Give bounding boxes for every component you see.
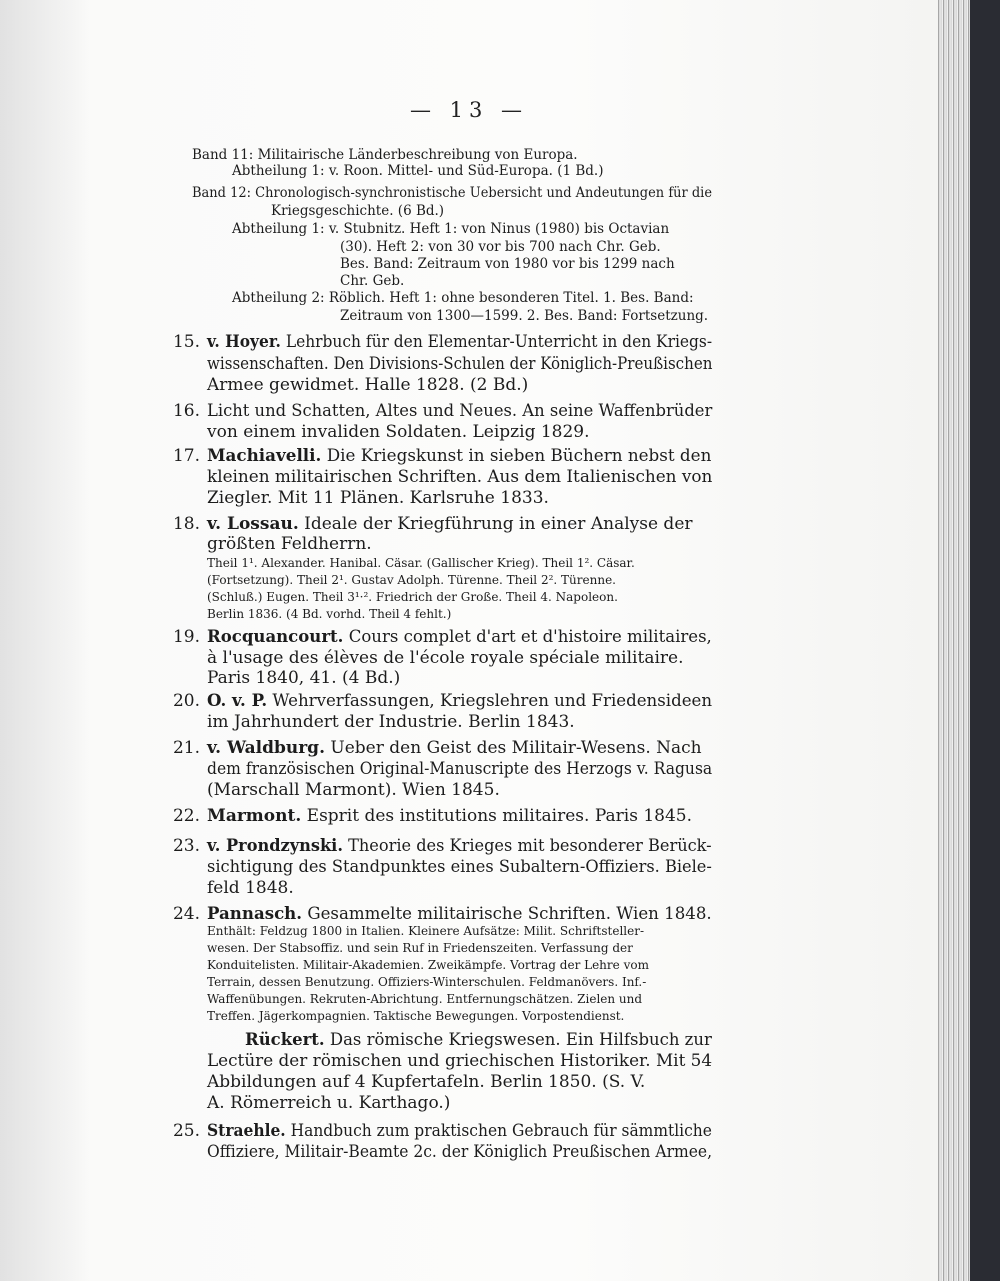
entry-author: O. v. P. [207, 691, 268, 711]
entry-note: Terrain, dessen Benutzung. Offiziers-Winterschulen. Feldmanövers. Inf.- [207, 975, 647, 989]
intro-line: Band 12: Chronologisch-synchronistische Uebersicht und Andeutungen für die [192, 185, 713, 201]
intro-line: Chr. Geb. [340, 273, 405, 289]
entry-note: Theil 1¹. Alexander. Hanibal. Cäsar. (Gallischer Krieg). Theil 1². Cäsar. [207, 556, 635, 570]
intro-line: Kriegsgeschichte. (6 Bd.) [271, 203, 445, 219]
entry-line: feld 1848. [207, 878, 294, 898]
intro-line: (30). Heft 2: von 30 vor bis 700 nach Chr. Geb. [340, 239, 661, 255]
entry-note: Enthält: Feldzug 1800 in Italien. Kleinere Aufsätze: Milit. Schriftsteller- [207, 924, 645, 938]
book-cover [970, 0, 1000, 1281]
entry-line: (Marschall Marmont). Wien 1845. [207, 780, 500, 800]
entry-author: Rocquancourt. [207, 627, 344, 647]
page-gutter-shadow [0, 0, 90, 1281]
entry-text: Gesammelte militairische Schriften. Wien 1848. [307, 904, 712, 924]
entry-text: Wehrverfassungen, Kriegslehren und Friedensideen [272, 691, 713, 711]
entry-author: Marmont. [207, 806, 302, 826]
entry-line: im Jahrhundert der Industrie. Berlin 1843. [207, 712, 575, 732]
entry-line: Armee gewidmet. Halle 1828. (2 Bd.) [207, 375, 529, 395]
intro-line: Zeitraum von 1300—1599. 2. Bes. Band: Fortsetzung. [340, 308, 709, 324]
entry-number: 25. [172, 1121, 200, 1141]
entry-line: dem französischen Original-Manuscripte des Herzogs v. Ragusa [207, 759, 713, 779]
entry-note: (Schluß.) Eugen. Theil 3¹·². Friedrich der Große. Theil 4. Napoleon. [207, 590, 618, 604]
entry-author: v. Waldburg. [207, 738, 325, 758]
entry-line: sichtigung des Standpunktes eines Subaltern-Offiziers. Biele- [207, 857, 712, 877]
entry-line: größten Feldherrn. [207, 534, 372, 554]
intro-line: Abtheilung 1: v. Roon. Mittel- und Süd-Europa. (1 Bd.) [232, 163, 604, 179]
entry-line: von einem invaliden Soldaten. Leipzig 1829. [207, 422, 590, 442]
entry-author: Pannasch. [207, 904, 303, 924]
entry-line: kleinen militairischen Schriften. Aus dem Italienischen von [207, 467, 713, 487]
entry-author: v. Lossau. [207, 514, 299, 534]
entry-number: 21. [172, 738, 200, 758]
entry-number: 17. [172, 446, 200, 466]
page-number: — 13 — [409, 98, 529, 122]
entry-line: A. Römerreich u. Karthago.) [207, 1093, 451, 1113]
entry-text: Theorie des Krieges mit besonderer Berück- [348, 836, 712, 856]
entry-author: Rückert. [245, 1030, 325, 1050]
entry-number: 19. [172, 627, 200, 647]
entry-number: 22. [172, 806, 200, 826]
entry-number: 20. [172, 691, 200, 711]
entry-author: Straehle. [207, 1121, 286, 1141]
entry-line [207, 514, 693, 534]
intro-line: Bes. Band: Zeitraum von 1980 vor bis 1299 nach [340, 256, 675, 272]
entry-note: (Fortsetzung). Theil 2¹. Gustav Adolph. Türenne. Theil 2². Türenne. [207, 573, 616, 587]
entry-text: Esprit des institutions militaires. Paris 1845. [306, 806, 693, 826]
page-edges [938, 0, 970, 1281]
entry-text: Die Kriegskunst in sieben Büchern nebst den [326, 446, 712, 466]
entry-line: Ziegler. Mit 11 Plänen. Karlsruhe 1833. [207, 488, 549, 508]
entry-line [207, 904, 712, 924]
entry-line [245, 1030, 712, 1050]
entry-number: 23. [172, 836, 200, 856]
entry-author: v. Prondzynski. [207, 836, 343, 856]
entry-text: Das römische Kriegswesen. Ein Hilfsbuch zur [329, 1030, 712, 1050]
entry-note: Berlin 1836. (4 Bd. vorhd. Theil 4 fehlt.) [207, 607, 452, 621]
entry-line: Paris 1840, 41. (4 Bd.) [207, 668, 401, 688]
entry-number: 24. [172, 904, 200, 924]
entry-text: Lehrbuch für den Elementar-Unterricht in den Kriegs- [285, 332, 713, 352]
entry-text: Ueber den Geist des Militair-Wesens. Nach [330, 738, 702, 758]
intro-line: Abtheilung 2: Röblich. Heft 1: ohne besonderen Titel. 1. Bes. Band: [232, 290, 694, 306]
entry-text: Handbuch zum praktischen Gebrauch für sämmtliche [290, 1121, 712, 1141]
entry-line: Abbildungen auf 4 Kupfertafeln. Berlin 1850. (S. V. [207, 1072, 646, 1092]
intro-line: Band 11: Militairische Länderbeschreibung von Europa. [192, 147, 578, 163]
entry-text: Cours complet d'art et d'histoire militaires, [348, 627, 712, 647]
entry-number: 18. [172, 514, 200, 534]
entry-line [207, 627, 712, 647]
entry-line: à l'usage des élèves de l'école royale spéciale militaire. [207, 648, 684, 668]
entry-line [207, 446, 711, 466]
entry-note: wesen. Der Stabsoffiz. und sein Ruf in Friedenszeiten. Verfassung der [207, 941, 633, 955]
entry-line [207, 806, 692, 826]
entry-line: Offiziere, Militair-Beamte 2c. der Königlich Preußischen Armee, [207, 1142, 713, 1162]
entry-line [207, 332, 712, 352]
entry-number: 15. [172, 332, 200, 352]
entry-line [207, 691, 712, 711]
intro-line: Abtheilung 1: v. Stubnitz. Heft 1: von Ninus (1980) bis Octavian [232, 221, 670, 237]
entry-line: wissenschaften. Den Divisions-Schulen der Königlich-Preußischen [207, 354, 713, 374]
entry-line [207, 738, 702, 758]
entry-author: Machiavelli. [207, 446, 322, 466]
entry-line: Lectüre der römischen und griechischen Historiker. Mit 54 [207, 1051, 713, 1071]
entry-author: v. Hoyer. [207, 332, 281, 352]
entry-note: Treffen. Jägerkompagnien. Taktische Bewegungen. Vorpostendienst. [207, 1009, 625, 1023]
entry-note: Waffenübungen. Rekruten-Abrichtung. Entfernungschätzen. Zielen und [207, 992, 643, 1006]
entry-number: 16. [172, 401, 200, 421]
entry-line [207, 836, 712, 856]
entry-line [207, 1121, 712, 1141]
entry-line: Licht und Schatten, Altes und Neues. An seine Waffenbrüder [207, 401, 713, 421]
entry-note: Konduitelisten. Militair-Akademien. Zweikämpfe. Vortrag der Lehre vom [207, 958, 649, 972]
entry-text: Ideale der Kriegführung in einer Analyse der [304, 514, 693, 534]
